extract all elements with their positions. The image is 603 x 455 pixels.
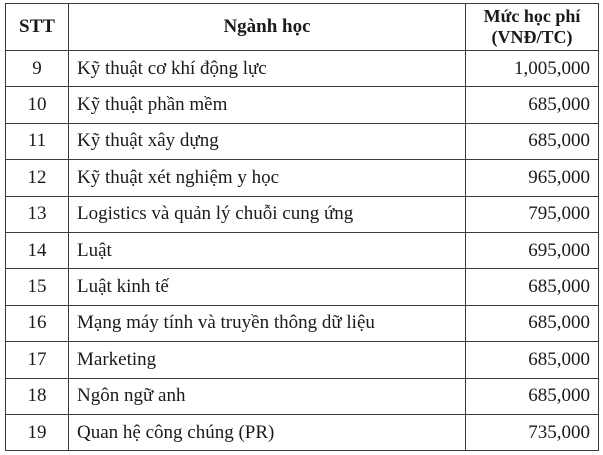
cell-stt: 19: [6, 414, 69, 450]
cell-fee: 685,000: [466, 269, 599, 305]
cell-fee: 685,000: [466, 378, 599, 414]
header-row: [6, 4, 599, 51]
cell-major: Quan hệ công chúng (PR): [69, 414, 466, 450]
cell-stt: 15: [6, 269, 69, 305]
table-row: [6, 232, 599, 268]
table-row: [6, 196, 599, 232]
cell-stt: 14: [6, 232, 69, 268]
cell-stt: 16: [6, 305, 69, 341]
table-row: [6, 305, 599, 341]
table-row: [6, 123, 599, 159]
cell-fee: 965,000: [466, 160, 599, 196]
table-row: [6, 342, 599, 378]
table-row: [6, 378, 599, 414]
header-major: Ngành học: [69, 4, 466, 51]
table-row: [6, 414, 599, 450]
cell-stt: 18: [6, 378, 69, 414]
cell-major: Mạng máy tính và truyền thông dữ liệu: [69, 305, 466, 341]
cell-fee: 795,000: [466, 196, 599, 232]
cell-major: Kỹ thuật phần mềm: [69, 87, 466, 123]
cell-fee: 685,000: [466, 123, 599, 159]
header-fee-line1: Mức học phí: [483, 6, 581, 26]
cell-fee: 695,000: [466, 232, 599, 268]
cell-fee: 685,000: [466, 305, 599, 341]
cell-fee: 685,000: [466, 87, 599, 123]
cell-stt: 11: [6, 123, 69, 159]
tuition-fee-table: [5, 3, 599, 451]
table-row: [6, 87, 599, 123]
cell-stt: 9: [6, 51, 69, 87]
cell-major: Luật kinh tế: [69, 269, 466, 305]
cell-major: Kỹ thuật xây dựng: [69, 123, 466, 159]
cell-fee: 735,000: [466, 414, 599, 450]
table-body: [6, 51, 599, 451]
header-stt: STT: [6, 4, 69, 51]
cell-major: Logistics và quản lý chuỗi cung ứng: [69, 196, 466, 232]
cell-stt: 13: [6, 196, 69, 232]
cell-major: Luật: [69, 232, 466, 268]
cell-major: Marketing: [69, 342, 466, 378]
table-row: [6, 160, 599, 196]
cell-fee: 685,000: [466, 342, 599, 378]
header-fee: [466, 4, 599, 51]
cell-stt: 17: [6, 342, 69, 378]
cell-fee: 1,005,000: [466, 51, 599, 87]
table-header: [6, 4, 599, 51]
cell-major: Ngôn ngữ anh: [69, 378, 466, 414]
cell-major: Kỹ thuật cơ khí động lực: [69, 51, 466, 87]
cell-major: Kỹ thuật xét nghiệm y học: [69, 160, 466, 196]
cell-stt: 10: [6, 87, 69, 123]
cell-stt: 12: [6, 160, 69, 196]
table-row: [6, 269, 599, 305]
header-fee-line2: (VNĐ/TC): [491, 27, 573, 47]
table-row: [6, 51, 599, 87]
